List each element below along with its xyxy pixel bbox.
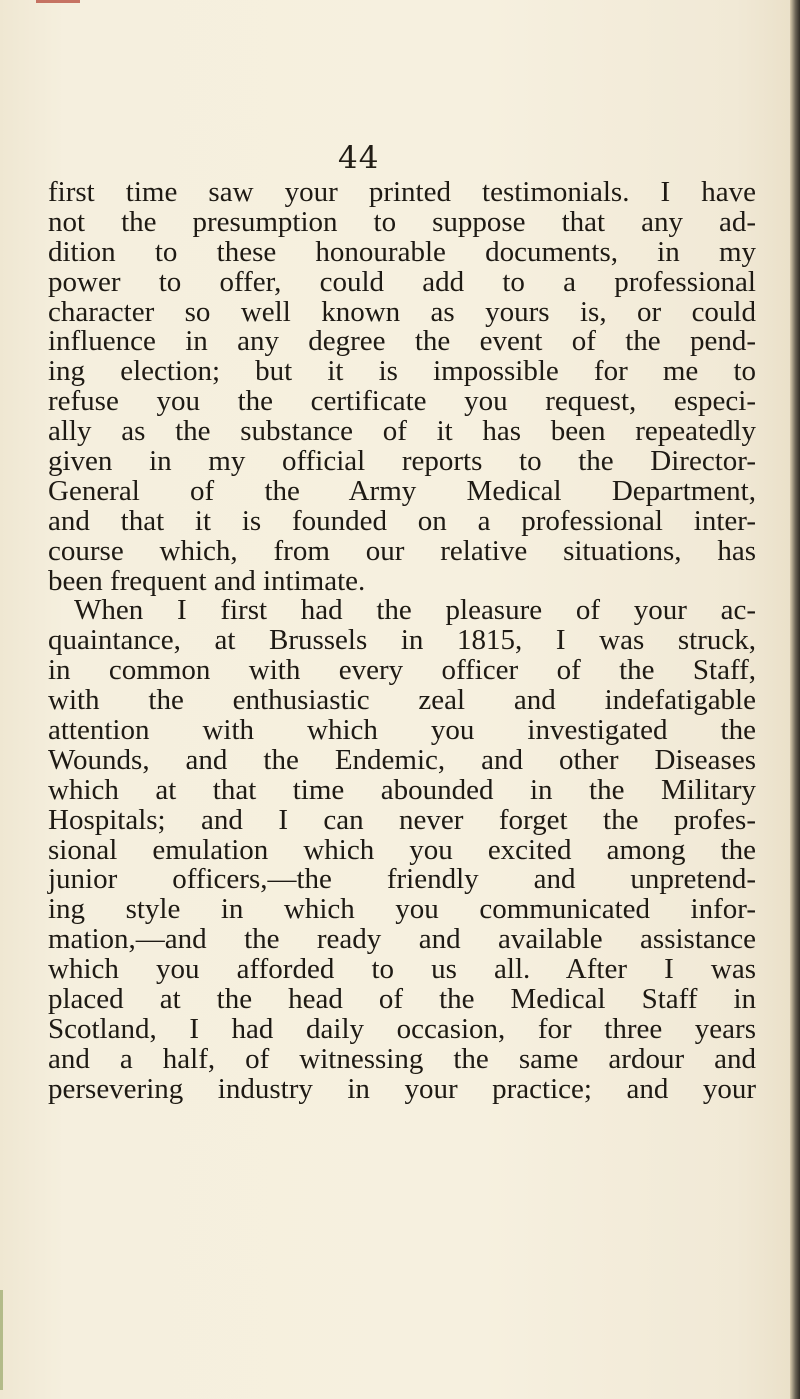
text-line-paragraph-start: When I first had the pleasure of your ac- xyxy=(74,594,756,627)
page-edge-mark-top xyxy=(36,0,80,3)
text-line: first time saw your printed testimonials. I have xyxy=(48,176,756,208)
text-line: which at that time abounded in the Military xyxy=(48,773,756,806)
body-text xyxy=(48,178,756,1105)
text-line: ing style in which you communicated infor- xyxy=(48,893,756,926)
text-line: quaintance, at Brussels in 1815, I was struck, xyxy=(48,624,756,657)
text-line: ally as the substance of it has been repeatedly xyxy=(48,415,756,448)
page-number: 44 xyxy=(338,140,380,176)
text-line: junior officers,—the friendly and unpretend- xyxy=(48,863,756,896)
text-line: refuse you the certificate you request, especi- xyxy=(48,385,756,418)
text-line-paragraph-end: been frequent and intimate. xyxy=(48,564,366,597)
text-line: power to offer, could add to a professional xyxy=(48,265,756,298)
text-line: dition to these honourable documents, in my xyxy=(48,235,756,268)
text-line: sional emulation which you excited among the xyxy=(48,833,756,866)
text-line: ing election; but it is impossible for me to xyxy=(48,355,756,388)
text-line: which you afforded to us all. After I was xyxy=(48,953,756,986)
text-line: course which, from our relative situations, has xyxy=(48,534,756,567)
text-line: persevering industry in your practice; and your xyxy=(48,1072,756,1105)
text-line: not the presumption to suppose that any ad- xyxy=(48,205,756,238)
text-line: Scotland, I had daily occasion, for three years xyxy=(48,1012,756,1045)
page-gutter-shadow xyxy=(790,0,800,1399)
text-line: mation,—and the ready and available assistance xyxy=(48,923,756,956)
text-line: and that it is founded on a professional inter- xyxy=(48,504,756,537)
text-line: and a half, of witnessing the same ardour and xyxy=(48,1042,756,1075)
page-edge-mark-left xyxy=(0,1290,3,1390)
text-line: placed at the head of the Medical Staff in xyxy=(48,983,756,1016)
text-line: influence in any degree the event of the pend- xyxy=(48,325,756,358)
text-line: in common with every officer of the Staff, xyxy=(48,654,756,687)
text-line: General of the Army Medical Department, xyxy=(48,474,756,507)
text-line: character so well known as yours is, or could xyxy=(48,295,756,328)
text-line: Wounds, and the Endemic, and other Diseases xyxy=(48,743,756,776)
text-line: with the enthusiastic zeal and indefatigable xyxy=(48,684,756,717)
text-line: Hospitals; and I can never forget the profes- xyxy=(48,803,756,836)
text-line: attention with which you investigated the xyxy=(48,714,756,747)
text-line: given in my official reports to the Director- xyxy=(48,445,756,478)
